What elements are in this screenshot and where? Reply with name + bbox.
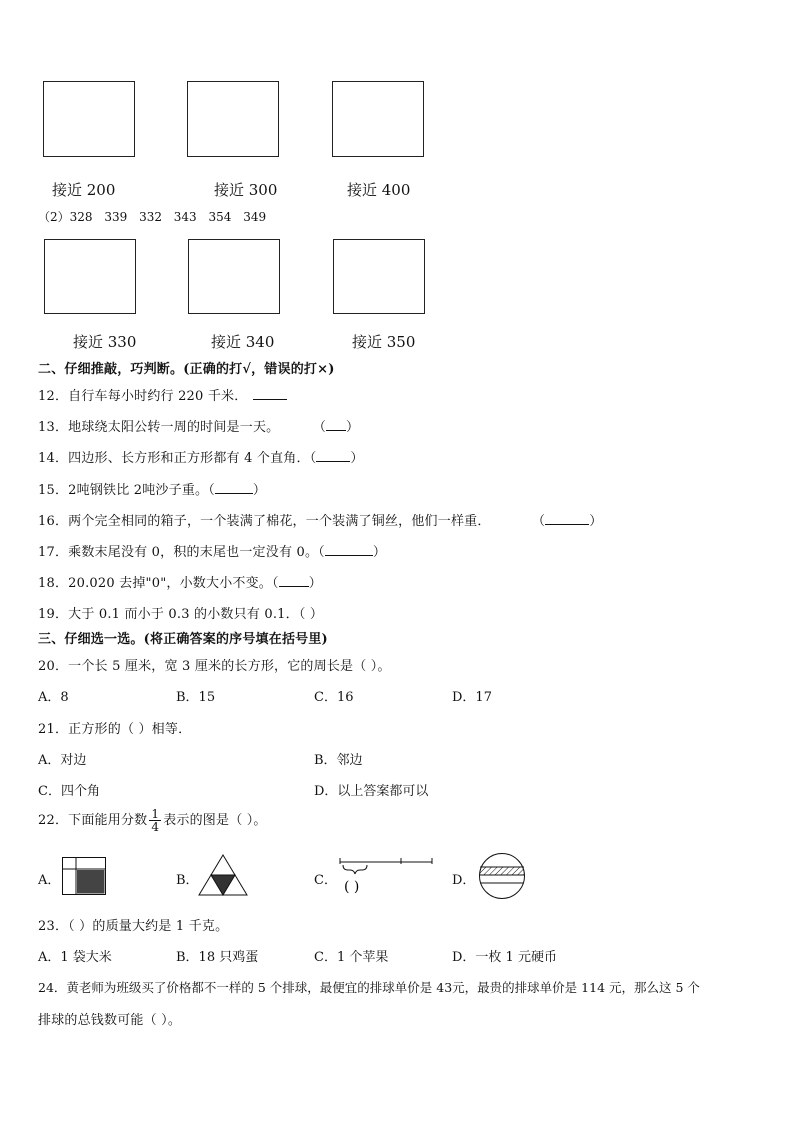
q22-option-a[interactable]: A． — [38, 873, 61, 888]
answer-blank-15[interactable] — [215, 493, 253, 494]
question-22: 22．下面能用分数 $\frac{1}{4}$ 表示的图是（ ）。 — [38, 807, 267, 834]
q21-option-a[interactable]: A．对边 — [38, 753, 87, 768]
answer-blank-17[interactable] — [325, 555, 373, 556]
box-label-5: 接近 340 — [211, 333, 275, 351]
answer-box-2 — [187, 81, 279, 157]
q20-option-a[interactable]: A．8 — [38, 690, 69, 705]
fraction-one-quarter: $\frac{1}{4}$ — [151, 807, 160, 834]
answer-blank-18[interactable] — [279, 586, 309, 587]
box-label-4: 接近 330 — [73, 333, 137, 351]
answer-box-6 — [333, 239, 425, 314]
q23-option-a[interactable]: A．1 袋大米 — [38, 950, 112, 965]
box-label-2: 接近 300 — [214, 181, 278, 199]
question-12: 12．自行车每小时约行 220 千米． — [38, 385, 287, 404]
q21-option-c[interactable]: C．四个角 — [38, 784, 100, 799]
answer-blank-13[interactable] — [326, 430, 346, 431]
question-16: 16．两个完全相同的箱子，一个装满了棉花，一个装满了铜丝，他们一样重． （ ） — [38, 514, 603, 529]
question-14: 14．四边形、长方形和正方形都有 4 个直角．（ ） — [38, 451, 364, 466]
q20-option-d[interactable]: D．17 — [452, 690, 492, 705]
question-24-line1: 24．黄老师为班级买了价格都不一样的 5 个排球，最便宜的排球单价是 43元，最贵的排球单价是 114 元，那么这 5 个 — [38, 980, 700, 995]
figure-b-shaded-triangle — [198, 854, 248, 896]
answer-blank-16[interactable] — [545, 524, 589, 525]
q23-option-b[interactable]: B．18 只鸡蛋 — [176, 950, 259, 965]
answer-blank-12[interactable] — [253, 399, 287, 400]
question-17: 17．乘数末尾没有 0，积的末尾也一定没有 0。（ ） — [38, 545, 387, 560]
question-18: 18．20.020 去掉"0"，小数大小不变。（ ） — [38, 576, 322, 591]
q22-option-b[interactable]: B． — [176, 873, 199, 888]
figure-d-striped-circle — [478, 852, 526, 900]
section2-title: 二、仔细推敲，巧判断。(正确的打√，错误的打×) — [38, 362, 335, 377]
box-label-1: 接近 200 — [52, 181, 116, 199]
question-21: 21．正方形的（ ）相等． — [38, 722, 192, 737]
box-label-3: 接近 400 — [347, 181, 411, 199]
question-23: 23．（ ）的质量大约是 1 千克。 — [38, 919, 229, 934]
q21-option-d[interactable]: D．以上答案都可以 — [314, 784, 429, 799]
part2-number-list: （2）328 339 332 343 354 349 — [38, 210, 267, 224]
answer-box-3 — [332, 81, 424, 157]
q20-option-c[interactable]: C．16 — [314, 690, 354, 705]
box-label-6: 接近 350 — [352, 333, 416, 351]
question-13: 13．地球绕太阳公转一周的时间是一天。 （ ） — [38, 420, 360, 435]
figure-a-shaded-square — [62, 857, 106, 895]
question-20: 20．一个长 5 厘米，宽 3 厘米的长方形，它的周长是（ ）。 — [38, 659, 391, 674]
answer-box-5 — [188, 239, 280, 314]
question-19: 19．大于 0.1 而小于 0.3 的小数只有 0.1．（ ） — [38, 607, 324, 622]
q22-option-c[interactable]: C． — [314, 873, 337, 888]
q23-option-d[interactable]: D．一枚 1 元硬币 — [452, 950, 557, 965]
q21-option-b[interactable]: B．邻边 — [314, 753, 363, 768]
q23-option-c[interactable]: C．1 个苹果 — [314, 950, 389, 965]
answer-box-1 — [43, 81, 135, 157]
figure-c-bracket-line — [338, 856, 434, 896]
section3-title: 三、仔细选一选。(将正确答案的序号填在括号里) — [38, 632, 328, 647]
question-24-line2: 排球的总钱数可能（ ）。 — [38, 1013, 182, 1028]
answer-box-4 — [44, 239, 136, 314]
q20-option-b[interactable]: B．15 — [176, 690, 216, 705]
question-15: 15．2吨钢铁比 2吨沙子重。（ ） — [38, 483, 267, 498]
answer-blank-14[interactable] — [316, 461, 350, 462]
q22-option-d[interactable]: D． — [452, 873, 476, 888]
svg-text:( ): ( ) — [344, 879, 360, 895]
